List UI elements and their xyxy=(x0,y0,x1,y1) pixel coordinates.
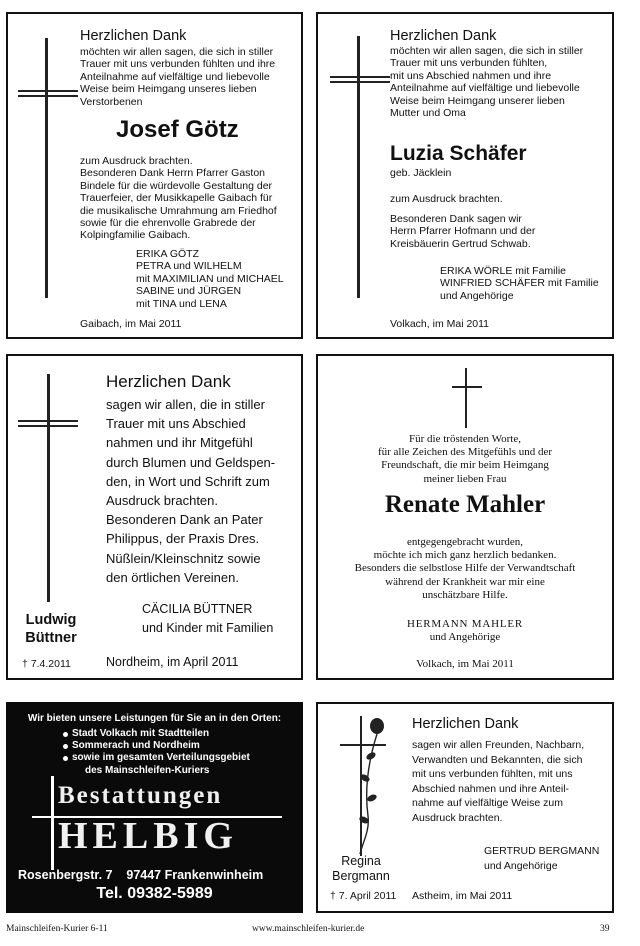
obituary-luzia-schaefer xyxy=(316,12,614,339)
service-intro: Wir bieten unsere Leistungen für Sie an in den Orten: xyxy=(27,713,282,724)
family-names: HERMANN MAHLER und Angehörige xyxy=(406,618,523,644)
bullet-dot xyxy=(63,732,68,737)
intro-text: möchten wir allen sagen, die sich in stiller Trauer mit uns verbunden fühlten, mit uns Abschied nahmen und ihre Anteilnahme auf vielfältige und liebevolle Weise beim Heimgang unserer lieben Mutter und Oma xyxy=(390,45,584,120)
family-names: ERIKA GÖTZ PETRA und WILHELM mit MAXIMILIAN und MICHAEL SABINE und JÜRGEN mit TINA und LENA xyxy=(136,248,284,310)
place-date: Volkach, im Mai 2011 xyxy=(416,658,514,670)
thanks-text: zum Ausdruck brachten. Besonderen Dank Herrn Pfarrer Gaston Bindele für die würdevolle Gestaltung der Trauerfeier, der Musikkapelle Gaibach für die musikalische Umrahmung am Friedhof sowie für die ehrenvolle Grabrede der Kolpingfamilie Gaibach. xyxy=(80,155,277,242)
address: Rosenbergstr. 7 97447 Frankenwinheim xyxy=(18,868,264,882)
deceased-name: Renate Mahler xyxy=(384,491,546,518)
bullet-dot xyxy=(63,756,68,761)
cross-with-rose-icon xyxy=(340,716,390,856)
heading: Herzlichen Dank xyxy=(106,372,231,391)
funeral-home-ad xyxy=(6,702,303,913)
intro-text: Für die tröstenden Worte, für alle Zeichen des Mitgefühls und der Freundschaft, die mir beim Heimgang meiner lieben Frau xyxy=(377,433,553,485)
obituary-josef-goetz xyxy=(6,12,303,339)
heading: Herzlichen Dank xyxy=(80,28,187,44)
intro-text: möchten wir allen sagen, die sich in stiller Trauer mit uns verbunden fühlten und ihre Anteilnahme auf vielfältige und liebevolle Weise beim Heimgang unseres lieben Verstorbenen xyxy=(80,46,276,108)
special-thanks: Besonderen Dank sagen wir Herrn Pfarrer Hofmann und der Kreisbäuerin Gertrud Schwab. xyxy=(390,213,536,250)
family-names: ERIKA WÖRLE mit Familie WINFRIED SCHÄFER mit Familie und Angehörige xyxy=(440,265,599,302)
cross-icon xyxy=(452,368,482,428)
place-date: Gaibach, im Mai 2011 xyxy=(80,318,182,330)
page-number: 39 xyxy=(600,924,610,934)
death-date: † 7.4.2011 xyxy=(22,658,71,670)
obituary-renate-mahler xyxy=(316,354,614,680)
thanks-text: sagen wir allen, die in stiller Trauer mit uns Abschied nahmen und ihr Mitgefühl durch Blumen und Geldspen- den, in Wort und Schrift zum Ausdruck brachten. Besonderen Dank an Pater Philippus, der Praxis Dres. Nüßlein/Kleinschnitz sowie den örtlichen Vereinen. xyxy=(106,397,276,585)
death-date: † 7. April 2011 xyxy=(330,890,397,902)
thanks-text: zum Ausdruck brachten. xyxy=(390,193,503,205)
cross-icon xyxy=(18,374,78,602)
cross-icon xyxy=(330,36,390,298)
heading: Herzlichen Dank xyxy=(390,28,497,44)
thanks-text: entgegengebracht wurden, möchte ich mich ganz herzlich bedanken. Besonders die selbstlose Hilfe der Verwandtschaft während der Krankheit war mir eine unschätzbare Hilfe. xyxy=(354,536,576,601)
service-locations: Stadt Volkach mit Stadtteilen Sommerach und Nordheim sowie im gesamten Verteilungsgebiet des Mainschleifen-Kuriers xyxy=(72,728,250,776)
birth-name: geb. Jäcklein xyxy=(390,167,452,179)
deceased-name: Ludwig Büttner xyxy=(25,612,77,646)
phone-number: Tel. 09382-5989 xyxy=(96,885,213,902)
family-names: GERTRUD BERGMANN und Angehörige xyxy=(484,845,600,872)
obituary-ludwig-buettner xyxy=(6,354,303,680)
brand-name: HELBIG xyxy=(58,815,238,857)
family-names: CÄCILIA BÜTTNER und Kinder mit Familien xyxy=(142,602,274,635)
place-date: Astheim, im Mai 2011 xyxy=(412,890,513,902)
heading: Herzlichen Dank xyxy=(412,716,519,732)
deceased-name: Josef Götz xyxy=(116,116,239,143)
footer-website: www.mainschleifen-kurier.de xyxy=(252,924,365,934)
deceased-name: Luzia Schäfer xyxy=(390,142,527,165)
thanks-text: sagen wir allen Freunden, Nachbarn, Verwandten und Bekannten, die sich mit uns verbunden fühlten, mit uns Abschied nahmen und ihre Anteil- nahme auf vielfältige Weise zum Ausdruck brachten. xyxy=(412,739,585,824)
place-date: Nordheim, im April 2011 xyxy=(106,655,239,669)
bullet-dot xyxy=(63,744,68,749)
footer-publication: Mainschleifen-Kurier 6-11 xyxy=(6,924,108,934)
deceased-name: Regina Bergmann xyxy=(332,854,390,883)
cross-icon xyxy=(18,38,78,298)
brand-subtitle: Bestattungen xyxy=(58,782,223,809)
place-date: Volkach, im Mai 2011 xyxy=(390,318,490,330)
obituary-regina-bergmann xyxy=(316,702,614,913)
